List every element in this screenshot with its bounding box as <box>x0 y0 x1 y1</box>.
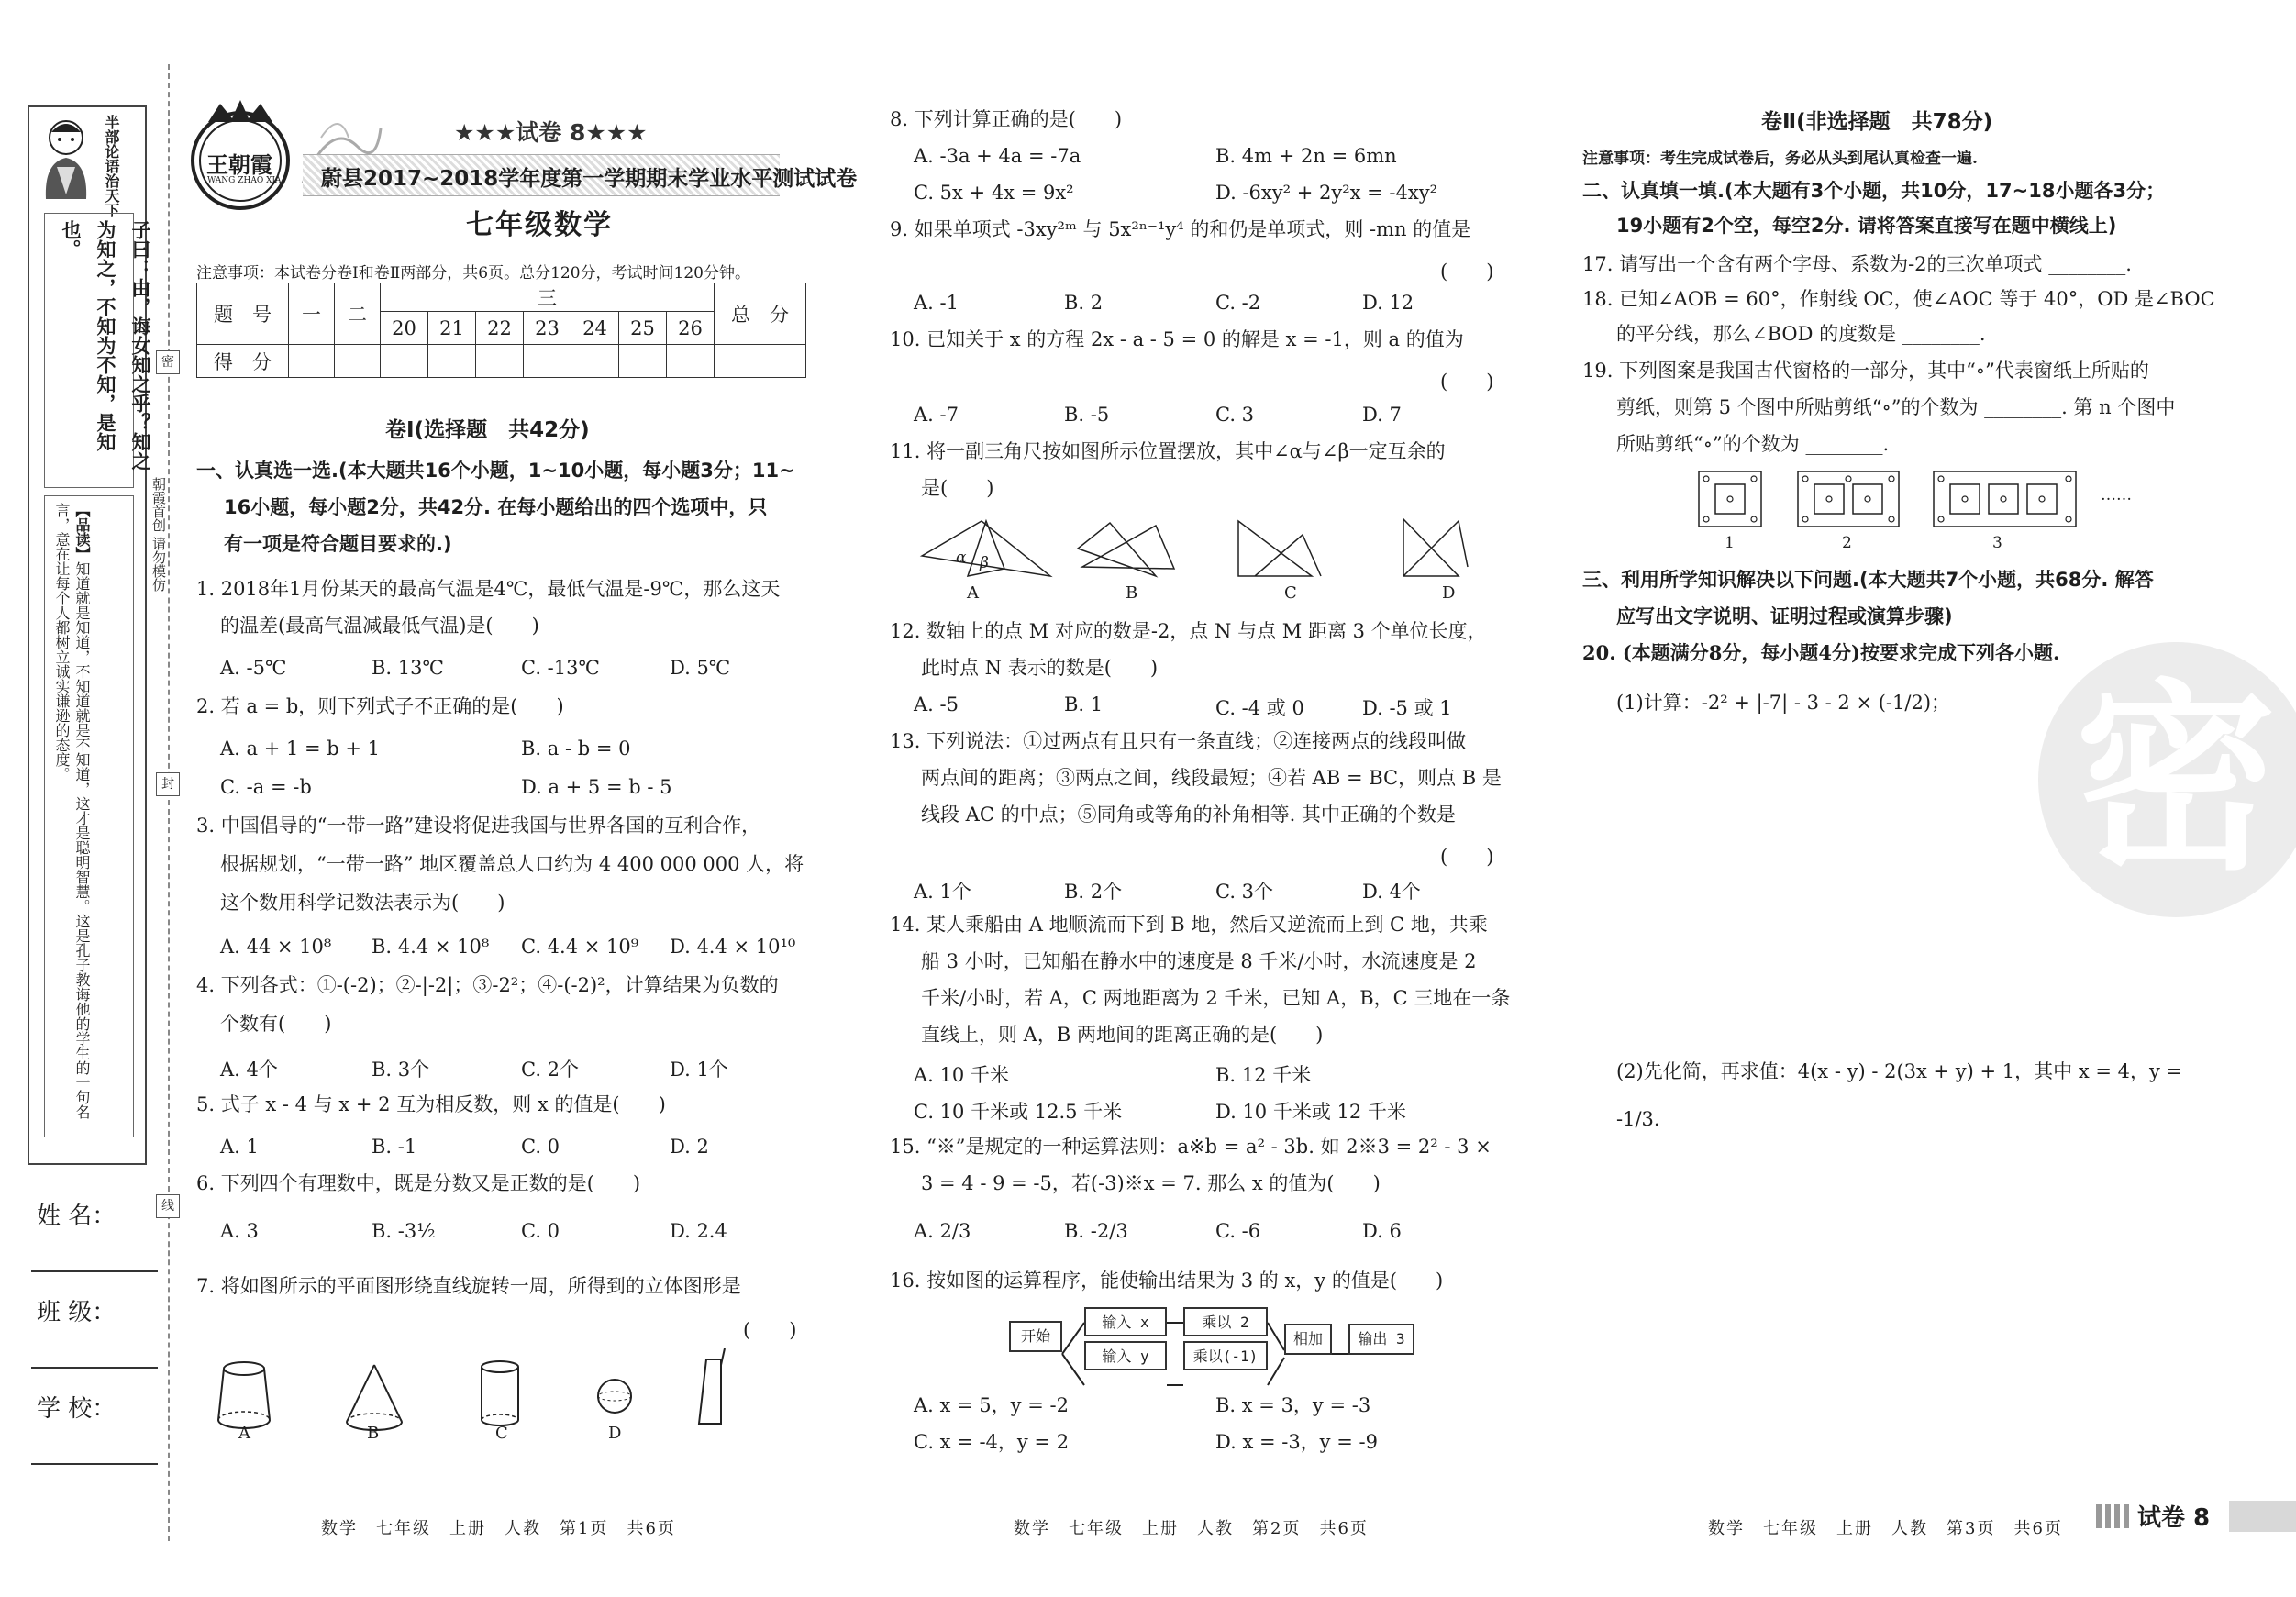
name-field[interactable] <box>31 1270 158 1272</box>
logo-char: 论 <box>103 144 120 159</box>
q14-line4: 直线上，则 A，B 两地间的距离正确的是( ) <box>921 1024 1324 1046</box>
score-sub: 26 <box>667 312 715 345</box>
q3-option-b[interactable]: B. 4.4 × 10⁸ <box>372 936 490 958</box>
q9-paren[interactable]: ( ) <box>1440 261 1494 283</box>
q7-fig-a[interactable]: A <box>238 1424 250 1443</box>
q7-fig-b[interactable]: B <box>367 1424 380 1443</box>
school-field[interactable] <box>31 1463 158 1465</box>
name-label: 姓 名： <box>37 1203 116 1230</box>
score-cell[interactable] <box>619 345 667 378</box>
q9-option-c[interactable]: C. -2 <box>1215 292 1261 314</box>
part1-instr-3: 有一项是符合题目要求的.) <box>224 533 452 555</box>
q2-option-a[interactable]: A. a + 1 = b + 1 <box>220 738 381 760</box>
q8-line1: 8. 下列计算正确的是( ) <box>890 108 1123 130</box>
school-label: 学 校： <box>37 1395 116 1423</box>
q8-option-b[interactable]: B. 4m + 2n = 6mn <box>1215 145 1397 167</box>
q6-option-a[interactable]: A. 3 <box>220 1220 259 1242</box>
q10-option-b[interactable]: B. -5 <box>1064 404 1110 426</box>
q16-option-b[interactable]: B. x = 3，y = -3 <box>1215 1394 1371 1416</box>
q11-line1: 11. 将一副三角尺按如图所示位置摆放，其中∠α与∠β一定互余的 <box>890 440 1446 462</box>
pindu-section <box>51 503 92 1136</box>
q14-line1: 14. 某人乘船由 A 地顺流而下到 B 地，然后又逆流而上到 C 地，共乘 <box>890 914 1488 936</box>
sec3-instr-2: 应写出文字说明、证明过程或演算步骤) <box>1616 605 1953 627</box>
q7-paren[interactable]: ( ) <box>743 1319 797 1341</box>
q19-line2[interactable]: 剪纸，则第 5 个图中所贴剪纸“∘”的个数为 ________. 第 n 个图中 <box>1616 396 2176 418</box>
exam-title: 蔚县2017~2018学年度第一学期期末学业水平测试试卷 <box>321 167 858 191</box>
q7-fig-c[interactable]: C <box>495 1424 508 1443</box>
q15-option-d[interactable]: D. 6 <box>1362 1220 1402 1242</box>
logo-char: 治 <box>103 173 120 188</box>
corner-badge: 试卷 8 <box>2137 1504 2211 1532</box>
part1-instr-2: 16小题，每小题2分，共42分. 在每小题给出的四个选项中，只 <box>224 496 768 518</box>
q14-option-d[interactable]: D. 10 千米或 12 千米 <box>1215 1101 1406 1123</box>
q15-option-b[interactable]: B. -2/3 <box>1064 1220 1128 1242</box>
q11-fig-a[interactable]: A <box>967 583 979 603</box>
q15-option-a[interactable]: A. 2/3 <box>914 1220 971 1242</box>
q15-option-c[interactable]: C. -6 <box>1215 1220 1261 1242</box>
q3-option-a[interactable]: A. 44 × 10⁸ <box>220 936 332 958</box>
class-field[interactable] <box>31 1367 158 1369</box>
part1-title: 卷Ⅰ(选择题 共42分) <box>385 418 590 442</box>
logo-char: 半 <box>103 115 120 129</box>
logo-char: 语 <box>103 159 120 173</box>
score-table <box>196 283 806 378</box>
flow-output: 输出 3 <box>1348 1324 1414 1355</box>
q12-option-c[interactable]: C. -4 或 0 <box>1215 697 1304 719</box>
seal-mark-2: 封 <box>156 772 180 796</box>
q14-line2: 船 3 小时，已知船在静水中的速度是 8 千米/小时，水流速度是 2 <box>921 950 1477 972</box>
q6-line1: 6. 下列四个有理数中，既是分数又是正数的是( ) <box>196 1172 641 1194</box>
subject-title: 七年级数学 <box>466 209 613 241</box>
q15-line1: 15. “※”是规定的一种运算法则：a※b = a² - 3b. 如 2※3 = 2² - 3 × <box>890 1136 1492 1158</box>
score-cell[interactable] <box>428 345 476 378</box>
q4-option-c[interactable]: C. 2个 <box>521 1059 580 1081</box>
score-sub: 23 <box>524 312 571 345</box>
score-sub: 24 <box>571 312 619 345</box>
q9-option-b[interactable]: B. 2 <box>1064 292 1104 314</box>
q1-line2: 的温差(最高气温减最低气温)是( ) <box>220 615 539 637</box>
corner-bar <box>2229 1501 2296 1532</box>
q13-option-a[interactable]: A. 1个 <box>914 881 971 903</box>
q19-label-1: 1 <box>1725 534 1735 552</box>
q15-line2: 3 = 4 - 9 = -5，若(-3)※x = 7. 那么 x 的值为( ) <box>921 1172 1381 1194</box>
q3-line2: 根据规划，“一带一路” 地区覆盖总人口约为 4 400 000 000 人，将 <box>220 853 804 875</box>
q2-line1: 2. 若 a = b，则下列式子不正确的是( ) <box>196 695 564 717</box>
q11-fig-b[interactable]: B <box>1126 583 1138 603</box>
q14-option-b[interactable]: B. 12 千米 <box>1215 1064 1312 1086</box>
score-row2-label: 得 分 <box>197 345 289 378</box>
logo-char: 部 <box>103 129 120 144</box>
q20-part2-line2: -1/3. <box>1616 1108 1660 1130</box>
q3-line3: 这个数用科学记数法表示为( ) <box>220 892 505 914</box>
q16-option-c[interactable]: C. x = -4，y = 2 <box>914 1431 1070 1453</box>
score-cell[interactable] <box>289 345 335 378</box>
q20-part1-answer[interactable] <box>1616 734 2185 1046</box>
score-cell[interactable] <box>571 345 619 378</box>
q2-option-c[interactable]: C. -a = -b <box>220 776 312 798</box>
sec2-instr-1: 二、认真填一填.(本大题有3个小题，共10分，17~18小题各3分； <box>1582 180 2166 202</box>
q17[interactable]: 17. 请写出一个含有两个字母、系数为-2的三次单项式 ________. <box>1582 253 2132 275</box>
q3-line1: 3. 中国倡导的“一带一路”建设将促进我国与世界各国的互利合作， <box>196 815 761 837</box>
sage-logo <box>35 112 97 204</box>
corner-decor <box>2096 1504 2133 1528</box>
q19-window-patterns <box>1697 470 2082 529</box>
score-cell[interactable] <box>667 345 715 378</box>
q4-option-b[interactable]: B. 3个 <box>372 1059 430 1081</box>
q20: 20. (本题满分8分，每小题4分)按要求完成下列各小题. <box>1582 641 2060 664</box>
q13-line3: 线段 AC 的中点；⑤同角或等角的补角相等. 其中正确的个数是 <box>921 804 1456 826</box>
q9-line1: 9. 如果单项式 -3xy²ᵐ 与 5x²ⁿ⁻¹y⁴ 的和仍是单项式，则 -mn 的值是 <box>890 218 1471 240</box>
q5-option-b[interactable]: B. -1 <box>372 1136 417 1158</box>
q2-option-d[interactable]: D. a + 5 = b - 5 <box>521 776 672 798</box>
q20-part2-line1: (2)先化简，再求值：4(x - y) - 2(3x + y) + 1，其中 x = 4，y = <box>1616 1060 2183 1082</box>
footer-page-2: 数学 七年级 上册 人教 第2页 共6页 <box>1014 1519 1369 1538</box>
q4-option-a[interactable]: A. 4个 <box>220 1059 278 1081</box>
q11-figures <box>917 512 1486 585</box>
q18-line1: 18. 已知∠AOB = 60°，作射线 OC，使∠AOC 等于 40°，OD 是∠BOC <box>1582 288 2215 310</box>
flow-input-x: 输入 x <box>1084 1307 1167 1336</box>
q16-line1: 16. 按如图的运算程序，能使输出结果为 3 的 x，y 的值是( ) <box>890 1270 1444 1292</box>
score-col2: 二 <box>335 283 381 345</box>
q5-option-a[interactable]: A. 1 <box>220 1136 259 1158</box>
q1-option-a[interactable]: A. -5℃ <box>220 657 287 679</box>
q1-option-d[interactable]: D. 5℃ <box>670 657 731 679</box>
q18-line2[interactable]: 的平分线，那么∠BOD 的度数是 ________. <box>1616 323 1986 345</box>
q12-option-a[interactable]: A. -5 <box>914 693 959 715</box>
q8-option-c[interactable]: C. 5x + 4x = 9x² <box>914 182 1074 204</box>
score-cell[interactable] <box>335 345 381 378</box>
q5-line1: 5. 式子 x - 4 与 x + 2 互为相反数，则 x 的值是( ) <box>196 1093 666 1115</box>
q10-paren[interactable]: ( ) <box>1440 371 1494 393</box>
score-sub: 22 <box>476 312 524 345</box>
q4-line2: 个数有( ) <box>220 1013 332 1035</box>
q7-figures <box>211 1348 761 1449</box>
q19-label-2: 2 <box>1842 534 1852 552</box>
score-sub: 21 <box>428 312 476 345</box>
side-notes: 朝霞首创 请勿模仿 <box>150 477 167 592</box>
part2-notice: 注意事项：考生完成试卷后，务必从头到尾认真检查一遍. <box>1582 150 1978 168</box>
q12-option-b[interactable]: B. 1 <box>1064 693 1104 715</box>
q10-option-a[interactable]: A. -7 <box>914 404 959 426</box>
fold-line <box>168 64 170 1541</box>
q1-option-c[interactable]: C. -13℃ <box>521 657 600 679</box>
q20-part2-answer[interactable] <box>1616 1147 2185 1477</box>
score-cell[interactable] <box>381 345 428 378</box>
score-col1: 一 <box>289 283 335 345</box>
q13-option-c[interactable]: C. 3个 <box>1215 881 1274 903</box>
q6-option-b[interactable]: B. -3½ <box>372 1220 436 1242</box>
q11-greek-alpha: α <box>956 549 967 567</box>
notice: 注意事项：本试卷分卷Ⅰ和卷Ⅱ两部分，共6页。总分120分，考试时间120分钟。 <box>196 264 750 283</box>
pindu-title: 【品读】 <box>73 503 91 561</box>
seal-mark-1: 密 <box>156 350 180 374</box>
q14-line3: 千米/小时，若 A，C 两地距离为 2 千米，已知 A，B，C 三地在一条 <box>921 987 1511 1009</box>
paper-badge: ★★★试卷 8★★★ <box>454 119 648 146</box>
q3-option-d[interactable]: D. 4.4 × 10¹⁰ <box>670 936 796 958</box>
q7-fig-d[interactable]: D <box>608 1424 622 1443</box>
score-cell[interactable] <box>476 345 524 378</box>
q1-line1: 1. 2018年1月份某天的最高气温是4℃，最低气温是-9℃，那么这天 <box>196 578 781 600</box>
q12-option-d[interactable]: D. -5 或 1 <box>1362 697 1452 719</box>
q13-line2: 两点间的距离；③两点之间，线段最短；④若 AB = BC，则点 B 是 <box>921 767 1502 789</box>
sec3-instr-1: 三、利用所学知识解决以下问题.(本大题共7个小题，共68分. 解答 <box>1582 569 2154 591</box>
q14-option-c[interactable]: C. 10 千米或 12.5 千米 <box>914 1101 1123 1123</box>
score-sub: 25 <box>619 312 667 345</box>
q1-option-b[interactable]: B. 13℃ <box>372 657 444 679</box>
score-sub: 20 <box>381 312 428 345</box>
q7-line1: 7. 将如图所示的平面图形绕直线旋转一周，所得到的立体图形是 <box>196 1275 741 1297</box>
score-cell[interactable] <box>524 345 571 378</box>
q11-fig-c[interactable]: C <box>1284 583 1297 603</box>
q19-line1: 19. 下列图案是我国古代窗格的一部分，其中“∘”代表窗纸上所贴的 <box>1582 360 2149 382</box>
brand-en: WANG ZHAO XIA <box>207 176 282 185</box>
brand-name: 王朝霞 <box>206 152 272 178</box>
logo-char: 天 <box>103 188 120 203</box>
q10-option-d[interactable]: D. 7 <box>1362 404 1402 426</box>
q4-line1: 4. 下列各式：①-(-2)；②-|-2|；③-2²；④-(-2)²，计算结果为负数的 <box>196 974 779 996</box>
flow-input-y: 输入 y <box>1084 1341 1167 1370</box>
q2-option-b[interactable]: B. a - b = 0 <box>521 738 631 760</box>
pindu-text: 知道就是知道，不知道就是不知道，这才是聪明智慧。这是孔子教诲他的学生的一句名言，意在让每个人都树立诚实谦逊的态度。 <box>53 503 91 1119</box>
q10-option-c[interactable]: C. 3 <box>1215 404 1255 426</box>
q11-fig-d[interactable]: D <box>1442 583 1456 603</box>
seal-mark-3: 线 <box>156 1194 180 1218</box>
part1-instr-1: 一、认真选一选.(本大题共16个小题，1~10小题，每小题3分；11~ <box>196 460 795 482</box>
q4-option-d[interactable]: D. 1个 <box>670 1059 728 1081</box>
q10-line1: 10. 已知关于 x 的方程 2x - a - 5 = 0 的解是 x = -1，则 a 的值为 <box>890 328 1464 350</box>
q8-option-d[interactable]: D. -6xy² + 2y²x = -4xy² <box>1215 182 1437 204</box>
score-cell[interactable] <box>715 345 806 378</box>
q9-option-d[interactable]: D. 12 <box>1362 292 1414 314</box>
logo-char: 下 <box>103 203 120 217</box>
score-total: 总 分 <box>715 283 806 345</box>
q12-line2: 此时点 N 表示的数是( ) <box>921 657 1159 679</box>
q16-option-d[interactable]: D. x = -3，y = -9 <box>1215 1431 1378 1453</box>
logo-chars <box>101 115 121 217</box>
footer-page-3: 数学 七年级 上册 人教 第3页 共6页 <box>1708 1519 2063 1538</box>
q6-option-d[interactable]: D. 2.4 <box>670 1220 727 1242</box>
sec2-instr-2: 19小题有2个空，每空2分. 请将答案直接写在题中横线上) <box>1616 215 2117 237</box>
q6-option-c[interactable]: C. 0 <box>521 1220 560 1242</box>
score-row1-label: 题 号 <box>197 283 289 345</box>
confucius-quote: 子曰：由，诲女知之乎？知之为知之，不知为不知，是知也。 <box>60 220 151 471</box>
q13-line1: 13. 下列说法：①过两点有且只有一条直线；②连接两点的线段叫做 <box>890 730 1467 752</box>
q9-option-a[interactable]: A. -1 <box>914 292 959 314</box>
q19-label-3: 3 <box>1992 534 2002 552</box>
q8-option-a[interactable]: A. -3a + 4a = -7a <box>914 145 1081 167</box>
flow-mul-2: 乘以 2 <box>1183 1307 1268 1336</box>
q20-part1: (1)计算：-2² + |-7| - 3 - 2 × (-1/2)； <box>1616 692 1951 714</box>
q5-option-d[interactable]: D. 2 <box>670 1136 709 1158</box>
flow-mul-neg1: 乘以(-1) <box>1183 1341 1268 1370</box>
q16-option-a[interactable]: A. x = 5，y = -2 <box>914 1394 1069 1416</box>
q12-line1: 12. 数轴上的点 M 对应的数是-2，点 N 与点 M 距离 3 个单位长度， <box>890 620 1487 642</box>
q13-option-b[interactable]: B. 2个 <box>1064 881 1123 903</box>
part2-title: 卷Ⅱ(非选择题 共78分) <box>1761 110 1993 134</box>
secret-stamp-char: 密 <box>2075 662 2278 897</box>
q5-option-c[interactable]: C. 0 <box>521 1136 560 1158</box>
class-label: 班 级： <box>37 1299 116 1326</box>
flow-start: 开始 <box>1009 1321 1062 1352</box>
q19-line3[interactable]: 所贴剪纸“∘”的个数为 ________. <box>1616 433 1890 455</box>
q14-option-a[interactable]: A. 10 千米 <box>914 1064 1009 1086</box>
q13-paren[interactable]: ( ) <box>1440 846 1494 868</box>
q13-option-d[interactable]: D. 4个 <box>1362 881 1421 903</box>
q11-greek-beta: β <box>980 554 989 572</box>
q11-line2: 是( ) <box>921 477 994 499</box>
q3-option-c[interactable]: C. 4.4 × 10⁹ <box>521 936 639 958</box>
flow-add: 相加 <box>1284 1324 1332 1355</box>
score-group: 三 <box>381 283 715 312</box>
footer-page-1: 数学 七年级 上册 人教 第1页 共6页 <box>321 1519 676 1538</box>
q19-label-ellipsis: …… <box>2101 486 2132 505</box>
